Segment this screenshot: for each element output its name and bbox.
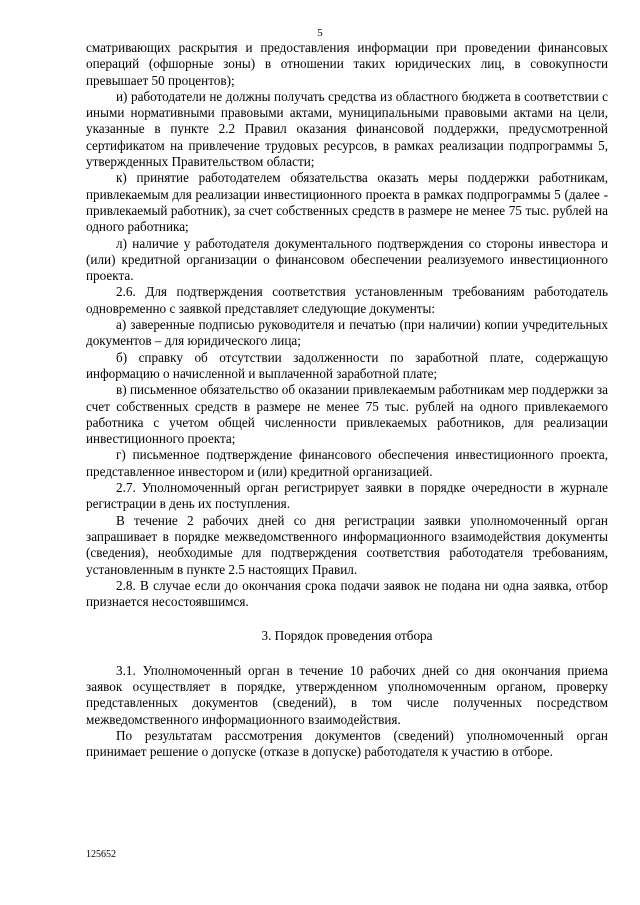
paragraph-2-6-b: б) справку об отсутствии задолженности по заработной плате, содержащую информацию о начисленной и выплаченной заработной плате;	[86, 349, 608, 381]
paragraph-continuation: сматривающих раскрытия и предоставления информации при проведении финансовых операций (офшорные зоны) в отношении таких юридических лиц, в совокупности превышает 50 процентов);	[86, 40, 608, 88]
paragraph-2-6-v: в) письменное обязательство об оказании привлекаемым работникам мер поддержки за счет собственных средств в размере не менее 75 тыс. рублей на одного привлекаемого работника с учетом общей численности привлекаемых работников, для реализации инвестиционного проекта;	[86, 382, 608, 447]
footer-document-code: 125652	[86, 849, 116, 860]
paragraph-2-6: 2.6. Для подтверждения соответствия установленным требованиям работодатель одновременно с заявкой представляет следующие документы:	[86, 284, 608, 316]
paragraph-item-i: и) работодатели не должны получать средства из областного бюджета в соответствии с иными нормативными правовыми актами, муниципальными правовыми актами на цели, указанные в пункте 2.2 Правил оказания финансовой поддержки, предусмотренной сертификатом на привлечение трудовых ресурсов, в рамках реализации подпрограммы 5, утвержденных Правительством области;	[86, 88, 608, 170]
paragraph-2-7-registration: В течение 2 рабочих дней со дня регистрации заявки уполномоченный орган запрашивает в порядке межведомственного информационного взаимодействия документы (сведения), необходимые для подтверждения соответствия работодателя требованиям, установленным в пункте 2.5 настоящих Правил.	[86, 512, 608, 577]
paragraph-3-1: 3.1. Уполномоченный орган в течение 10 рабочих дней со дня окончания приема заявок осуществляет в порядке, утвержденном уполномоченным органом, проверку представленных документов (сведений), в том числе полученных посредством межведомственного информационного взаимодействия.	[86, 662, 608, 727]
paragraph-item-k: к) принятие работодателем обязательства оказать меры поддержки работникам, привлекаемым для реализации инвестиционного проекта в рамках подпрограммы 5 (далее - привлекаемый работник), за счет собственных средств в размере не менее 75 тыс. рублей на одного работника;	[86, 170, 608, 235]
paragraph-3-1-decision: По результатам рассмотрения документов (сведений) уполномоченный орган принимает решение о допуске (отказе в допуске) работодателя к участию в отборе.	[86, 727, 608, 760]
paragraph-item-l: л) наличие у работодателя документального подтверждения со стороны инвестора и (или) кредитной организации о финансовом обеспечении реализуемого инвестиционного проекта.	[86, 235, 608, 284]
section-heading: 3. Порядок проведения отбора	[261, 628, 433, 644]
paragraph-2-6-g: г) письменное подтверждение финансового обеспечения инвестиционного проекта, представленное инвестором и (или) кредитной организацией.	[86, 447, 608, 479]
paragraph-2-7: 2.7. Уполномоченный орган регистрирует заявки в порядке очередности в журнале регистрации в день их поступления.	[86, 480, 608, 512]
paragraph-2-6-a: а) заверенные подписью руководителя и печатью (при наличии) копии учредительных документов – для юридического лица;	[86, 317, 608, 349]
page-number: 5	[317, 27, 323, 39]
paragraph-2-8: 2.8. В случае если до окончания срока подачи заявок не подана ни одна заявка, отбор признается несостоявшимся.	[86, 577, 608, 610]
document-body	[86, 40, 608, 760]
